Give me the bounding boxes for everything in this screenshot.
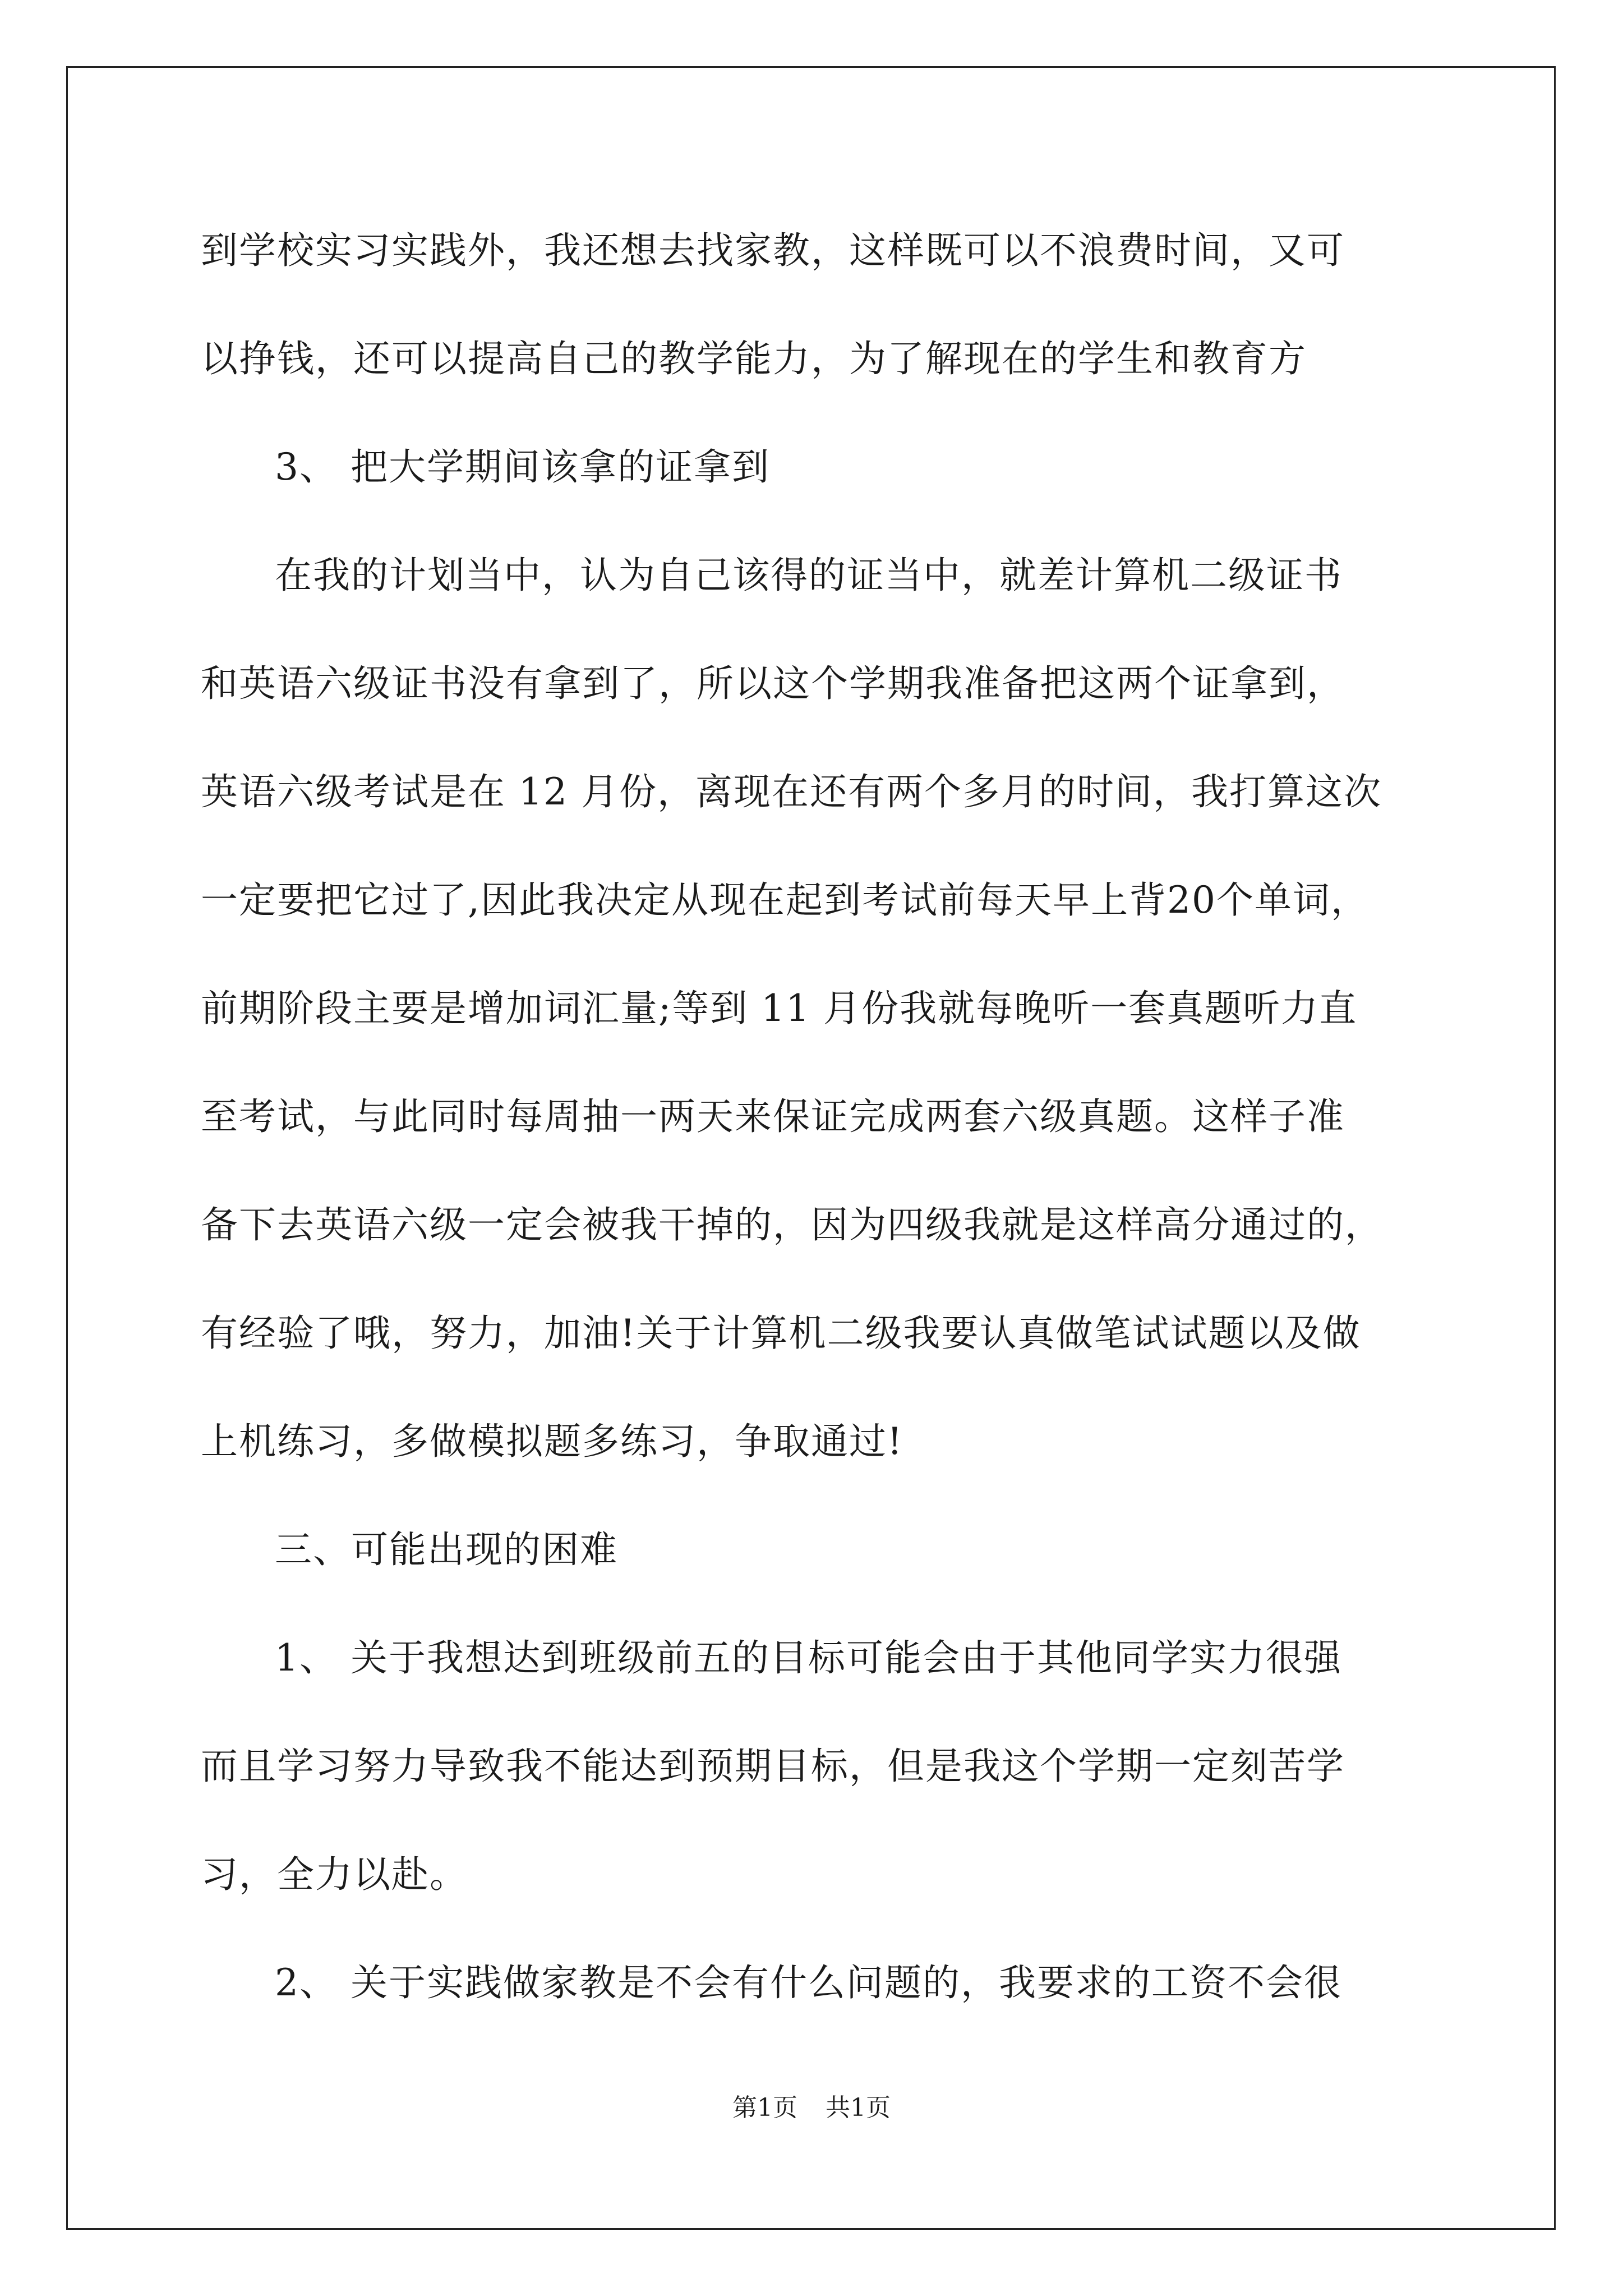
text-line: 有经验了哦，努力，加油!关于计算机二级我要认真做笔试试题以及做	[201, 1312, 1361, 1355]
text-line: 2、 关于实践做家教是不会有什么问题的，我要求的工资不会很	[275, 1961, 1342, 2004]
text-line: 习，全力以赴。	[201, 1853, 468, 1896]
page-footer	[0, 2091, 1623, 2125]
page-frame	[66, 66, 1556, 2230]
section-heading: 三、可能出现的困难	[275, 1528, 618, 1571]
text-line: 备下去英语六级一定会被我干掉的，因为四级我就是这样高分通过的，	[201, 1203, 1383, 1246]
page-total: 共1页	[826, 2093, 891, 2122]
text-line: 而且学习努力导致我不能达到预期目标，但是我这个学期一定刻苦学	[201, 1745, 1345, 1788]
text-line: 至考试，与此同时每周抽一两天来保证完成两套六级真题。这样子准	[201, 1095, 1345, 1138]
text-line: 上机练习，多做模拟题多练习，争取通过!	[201, 1420, 903, 1463]
text-line: 以挣钱，还可以提高自己的教学能力，为了解现在的学生和教育方	[201, 337, 1307, 380]
text-line: 一定要把它过了,因此我决定从现在起到考试前每天早上背20个单词，	[201, 878, 1369, 922]
text-line: 前期阶段主要是增加词汇量;等到 11 月份我就每晚听一套真题听力直	[201, 987, 1358, 1030]
text-line: 到学校实习实践外，我还想去找家教，这样既可以不浪费时间，又可	[201, 229, 1345, 272]
page-number: 第1页	[732, 2093, 797, 2122]
text-line: 和英语六级证书没有拿到了，所以这个学期我准备把这两个证拿到，	[201, 662, 1345, 705]
text-line: 在我的计划当中，认为自己该得的证当中，就差计算机二级证书	[275, 554, 1343, 597]
text-line: 1、 关于我想达到班级前五的目标可能会由于其他同学实力很强	[275, 1636, 1342, 1680]
text-line: 英语六级考试是在 12 月份，离现在还有两个多月的时间，我打算这次	[201, 770, 1382, 813]
section-heading: 3、 把大学期间该拿的证拿到	[275, 445, 770, 489]
